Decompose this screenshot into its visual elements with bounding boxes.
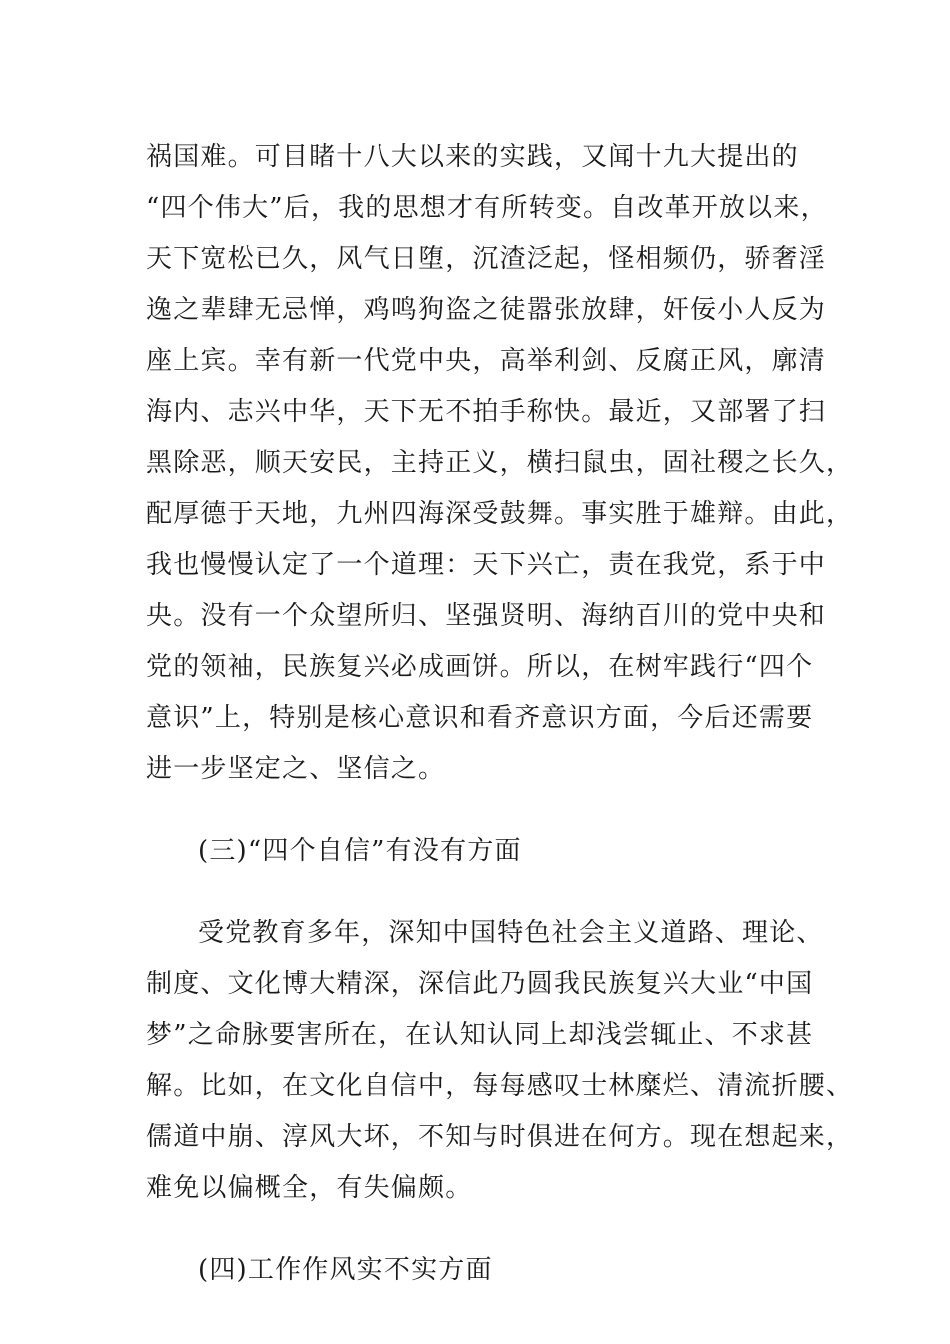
paragraph-line: 进一步坚定之、坚信之。 <box>146 754 446 784</box>
paragraph-line: 海内、志兴中华，天下无不拍手称快。最近，又部署了扫 <box>146 397 827 427</box>
paragraph-line: 座上宾。幸有新一代党中央，高举利剑、反腐正风，廓清 <box>146 346 827 376</box>
paragraph-gap <box>146 877 826 908</box>
paragraph-line: 我也慢慢认定了一个道理：天下兴亡，责在我党，系于中 <box>146 550 827 580</box>
paragraph-line: 受党教育多年，深知中国特色社会主义道路、理论、 <box>198 918 824 948</box>
paragraph-gap <box>146 795 826 826</box>
paragraph-line: 梦”之命脉要害所在，在认知认同上却浅尝辄止、不求甚 <box>146 1020 814 1050</box>
document-body <box>146 132 854 1296</box>
paragraph-line: 意识”上，特别是核心意识和看齐意识方面，今后还需要 <box>146 703 814 733</box>
paragraph-line: 儒道中崩、淳风大坏，不知与时俱进在何方。现在想起来， <box>146 1122 854 1152</box>
paragraph-line: 黑除恶，顺天安民，主持正义，横扫鼠虫，固社稷之长久， <box>146 448 854 478</box>
paragraph-line: 逸之辈肆无忌惮，鸡鸣狗盗之徒嚣张放肆，奸佞小人反为 <box>146 295 827 325</box>
paragraph-line: 祸国难。可目睹十八大以来的实践，又闻十九大提出的 <box>146 142 799 172</box>
paragraph-gap <box>146 1214 826 1245</box>
paragraph-line: 党的领袖，民族复兴必成画饼。所以，在树牢践行“四个 <box>146 652 814 682</box>
paragraph-line: “四个伟大”后，我的思想才有所转变。自改革开放以来， <box>146 193 828 223</box>
paragraph-line: 制度、文化博大精深，深信此乃圆我民族复兴大业“中国 <box>146 969 814 999</box>
paragraph-line: 配厚德于天地，九州四海深受鼓舞。事实胜于雄辩。由此， <box>146 499 854 529</box>
paragraph-line: 央。没有一个众望所归、坚强贤明、海纳百川的党中央和 <box>146 601 827 631</box>
paragraph-line: 难免以偏概全，有失偏颇。 <box>146 1173 473 1203</box>
paragraph-line: 天下宽松已久，风气日堕，沉渣泛起，怪相频仍，骄奢淫 <box>146 244 827 274</box>
section-heading-4: (四)工作作风实不实方面 <box>198 1255 493 1285</box>
paragraph-line: 解。比如，在文化自信中，每每感叹士林糜烂、清流折腰、 <box>146 1071 854 1101</box>
section-heading-3: (三)“四个自信”有没有方面 <box>198 836 522 866</box>
